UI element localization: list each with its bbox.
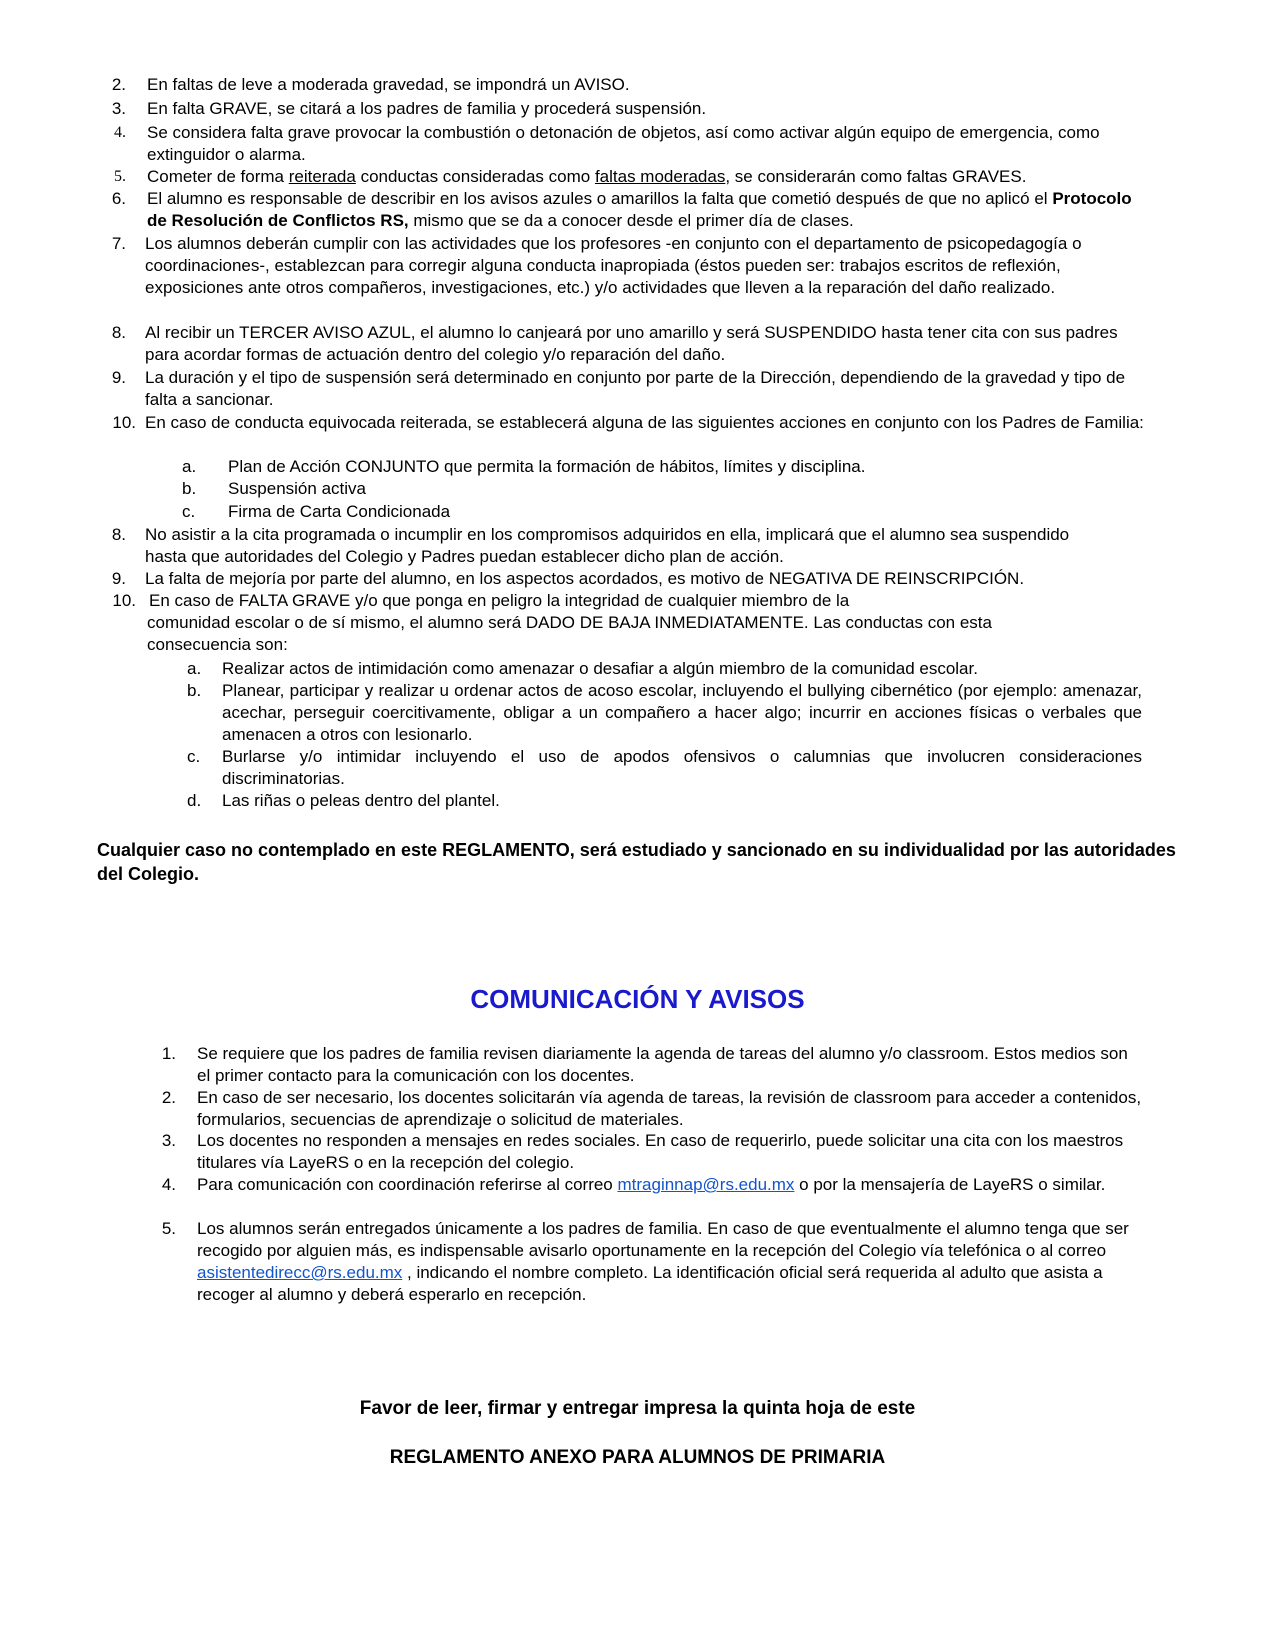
item-number: 10. [112, 591, 136, 610]
item-text: Cometer de forma reiterada conductas consideradas como faltas moderadas, se considerarán como faltas GRAVES. [147, 167, 1027, 186]
item-number: 2. [111, 75, 126, 94]
item-number: 8. [111, 323, 126, 342]
item-text: Al recibir un TERCER AVISO AZUL, el alumno lo canjeará por uno amarillo y será SUSPENDIDO hasta tener cita con sus padres para acordar formas de actuación dentro del colegio y/o reparación del daño. [145, 323, 1118, 364]
item-number: 3. [161, 1131, 176, 1150]
item-text: La falta de mejoría por parte del alumno, en los aspectos acordados, es motivo de NEGATIVA DE REINSCRIPCIÓN. [145, 569, 1025, 588]
item-text: En faltas de leve a moderada gravedad, se impondrá un AVISO. [147, 75, 630, 94]
item-text: Los alumnos serán entregados únicamente a los padres de familia. En caso de que eventualmente el alumno tenga que ser recogido por alguien más, es indispensable avisarlo oportunamente en la recepción del Colegio vía telefónica o al correo asistentedirecc@rs.edu.mx , indicando el nombre completo. La identificación oficial será requerida al adulto que asista a recoger al alumno y deberá esperarlo en recepción. [197, 1219, 1129, 1304]
item-letter: d. [187, 791, 202, 810]
item-number: 9. [111, 368, 126, 387]
item-number: 9. [111, 569, 126, 588]
item-number: 5. [161, 1219, 176, 1238]
item-text: Planear, participar y realizar u ordenar actos de acoso escolar, incluyendo el bullying cibernético (por ejemplo: amenazar, acechar, perseguir coercitivamente, obligar a un compañero a hacer algo; incurrir en acciones físicas o verbales que amenacen a otros con lesionarlo. [222, 681, 1142, 744]
item-number: 1. [161, 1044, 176, 1063]
item-text: Realizar actos de intimidación como amenazar o desafiar a algún miembro de la comunidad escolar. [222, 659, 978, 678]
item-number: 4. [114, 124, 126, 141]
item-text: No asistir a la cita programada o incumplir en los compromisos adquiridos en ella, implicará que el alumno sea suspendido hasta que autoridades del Colegio y Padres puedan establecer dicho plan de acción. [145, 525, 1070, 566]
item-text: Se requiere que los padres de familia revisen diariamente la agenda de tareas del alumno y/o classroom. Estos medios son el primer contacto para la comunicación con los docentes. [197, 1044, 1128, 1085]
item-text: Los docentes no responden a mensajes en redes sociales. En caso de requerirlo, puede solicitar una cita con los maestros titulares vía LayeRS o en la recepción del colegio. [197, 1131, 1124, 1172]
item-text: En caso de conducta equivocada reiterada, se establecerá alguna de las siguientes acciones en conjunto con los Padres de Familia: [145, 413, 1144, 432]
item-letter: a. [187, 659, 202, 678]
item-text: Se considera falta grave provocar la combustión o detonación de objetos, así como activar algún equipo de emergencia, como extinguidor o alarma. [147, 123, 1100, 164]
footer-instruction: Favor de leer, firmar y entregar impresa la quinta hoja de este [359, 1398, 916, 1419]
item-text: La duración y el tipo de suspensión será determinado en conjunto por parte de la Dirección, dependiendo de la gravedad y tipo de falta a sancionar. [145, 368, 1126, 409]
item-text: Burlarse y/o intimidar incluyendo el uso de apodos ofensivos o calumnias que involucren consideraciones discriminatorias. [222, 747, 1142, 788]
item-text-continued: comunidad escolar o de sí mismo, el alumno será DADO DE BAJA INMEDIATAMENTE. Las conductas con esta consecuencia son: [147, 613, 992, 654]
item-text: En caso de FALTA GRAVE y/o que ponga en peligro la integridad de cualquier miembro de la [149, 591, 850, 610]
item-number: 10. [112, 413, 136, 432]
item-number: 7. [111, 234, 126, 253]
item-text: Los alumnos deberán cumplir con las actividades que los profesores -en conjunto con el departamento de psicopedagogía o coordinaciones-, establezcan para corregir alguna conducta inapropiada (éstos pueden ser: trabajos escritos de reflexión, exposiciones ante otros compañeros, investigaciones, etc.) y/o actividades que lleven a la reparación del daño realizado. [145, 234, 1082, 297]
item-text: En falta GRAVE, se citará a los padres de familia y procederá suspensión. [147, 99, 707, 118]
item-text: Plan de Acción CONJUNTO que permita la formación de hábitos, límites y disciplina. [228, 457, 866, 476]
item-text: Para comunicación con coordinación referirse al correo mtraginnap@rs.edu.mx o por la mensajería de LayeRS o similar. [197, 1175, 1106, 1194]
closing-note: Cualquier caso no contemplado en este REGLAMENTO, será estudiado y sancionado en su individualidad por las autoridades del Colegio. [97, 840, 1176, 884]
item-letter: b. [182, 479, 197, 498]
item-number: 6. [111, 189, 126, 208]
email-link[interactable]: mtraginnap@rs.edu.mx [617, 1175, 795, 1194]
item-number: 3. [111, 99, 126, 118]
item-number: 4. [161, 1175, 176, 1194]
item-text: Suspensión activa [228, 479, 366, 498]
item-text: Firma de Carta Condicionada [228, 502, 451, 521]
email-link[interactable]: asistentedirecc@rs.edu.mx [197, 1263, 403, 1282]
section-heading: COMUNICACIÓN Y AVISOS [470, 984, 805, 1014]
item-text: En caso de ser necesario, los docentes solicitarán vía agenda de tareas, la revisión de classroom para acceder a contenidos, formularios, secuencias de aprendizaje o solicitud de materiales. [197, 1088, 1142, 1129]
item-letter: c. [187, 747, 201, 766]
item-number: 2. [161, 1088, 176, 1107]
item-number: 5. [114, 168, 126, 185]
item-letter: c. [182, 502, 196, 521]
item-number: 8. [111, 525, 126, 544]
item-text: El alumno es responsable de describir en los avisos azules o amarillos la falta que cometió después de que no aplicó el Protocolo de Resolución de Conflictos RS, mismo que se da a conocer desde el primer día de clases. [147, 189, 1132, 230]
item-letter: a. [182, 457, 197, 476]
footer-title: REGLAMENTO ANEXO PARA ALUMNOS DE PRIMARIA [389, 1447, 886, 1468]
item-letter: b. [187, 681, 202, 700]
item-text: Las riñas o peleas dentro del plantel. [222, 791, 500, 810]
